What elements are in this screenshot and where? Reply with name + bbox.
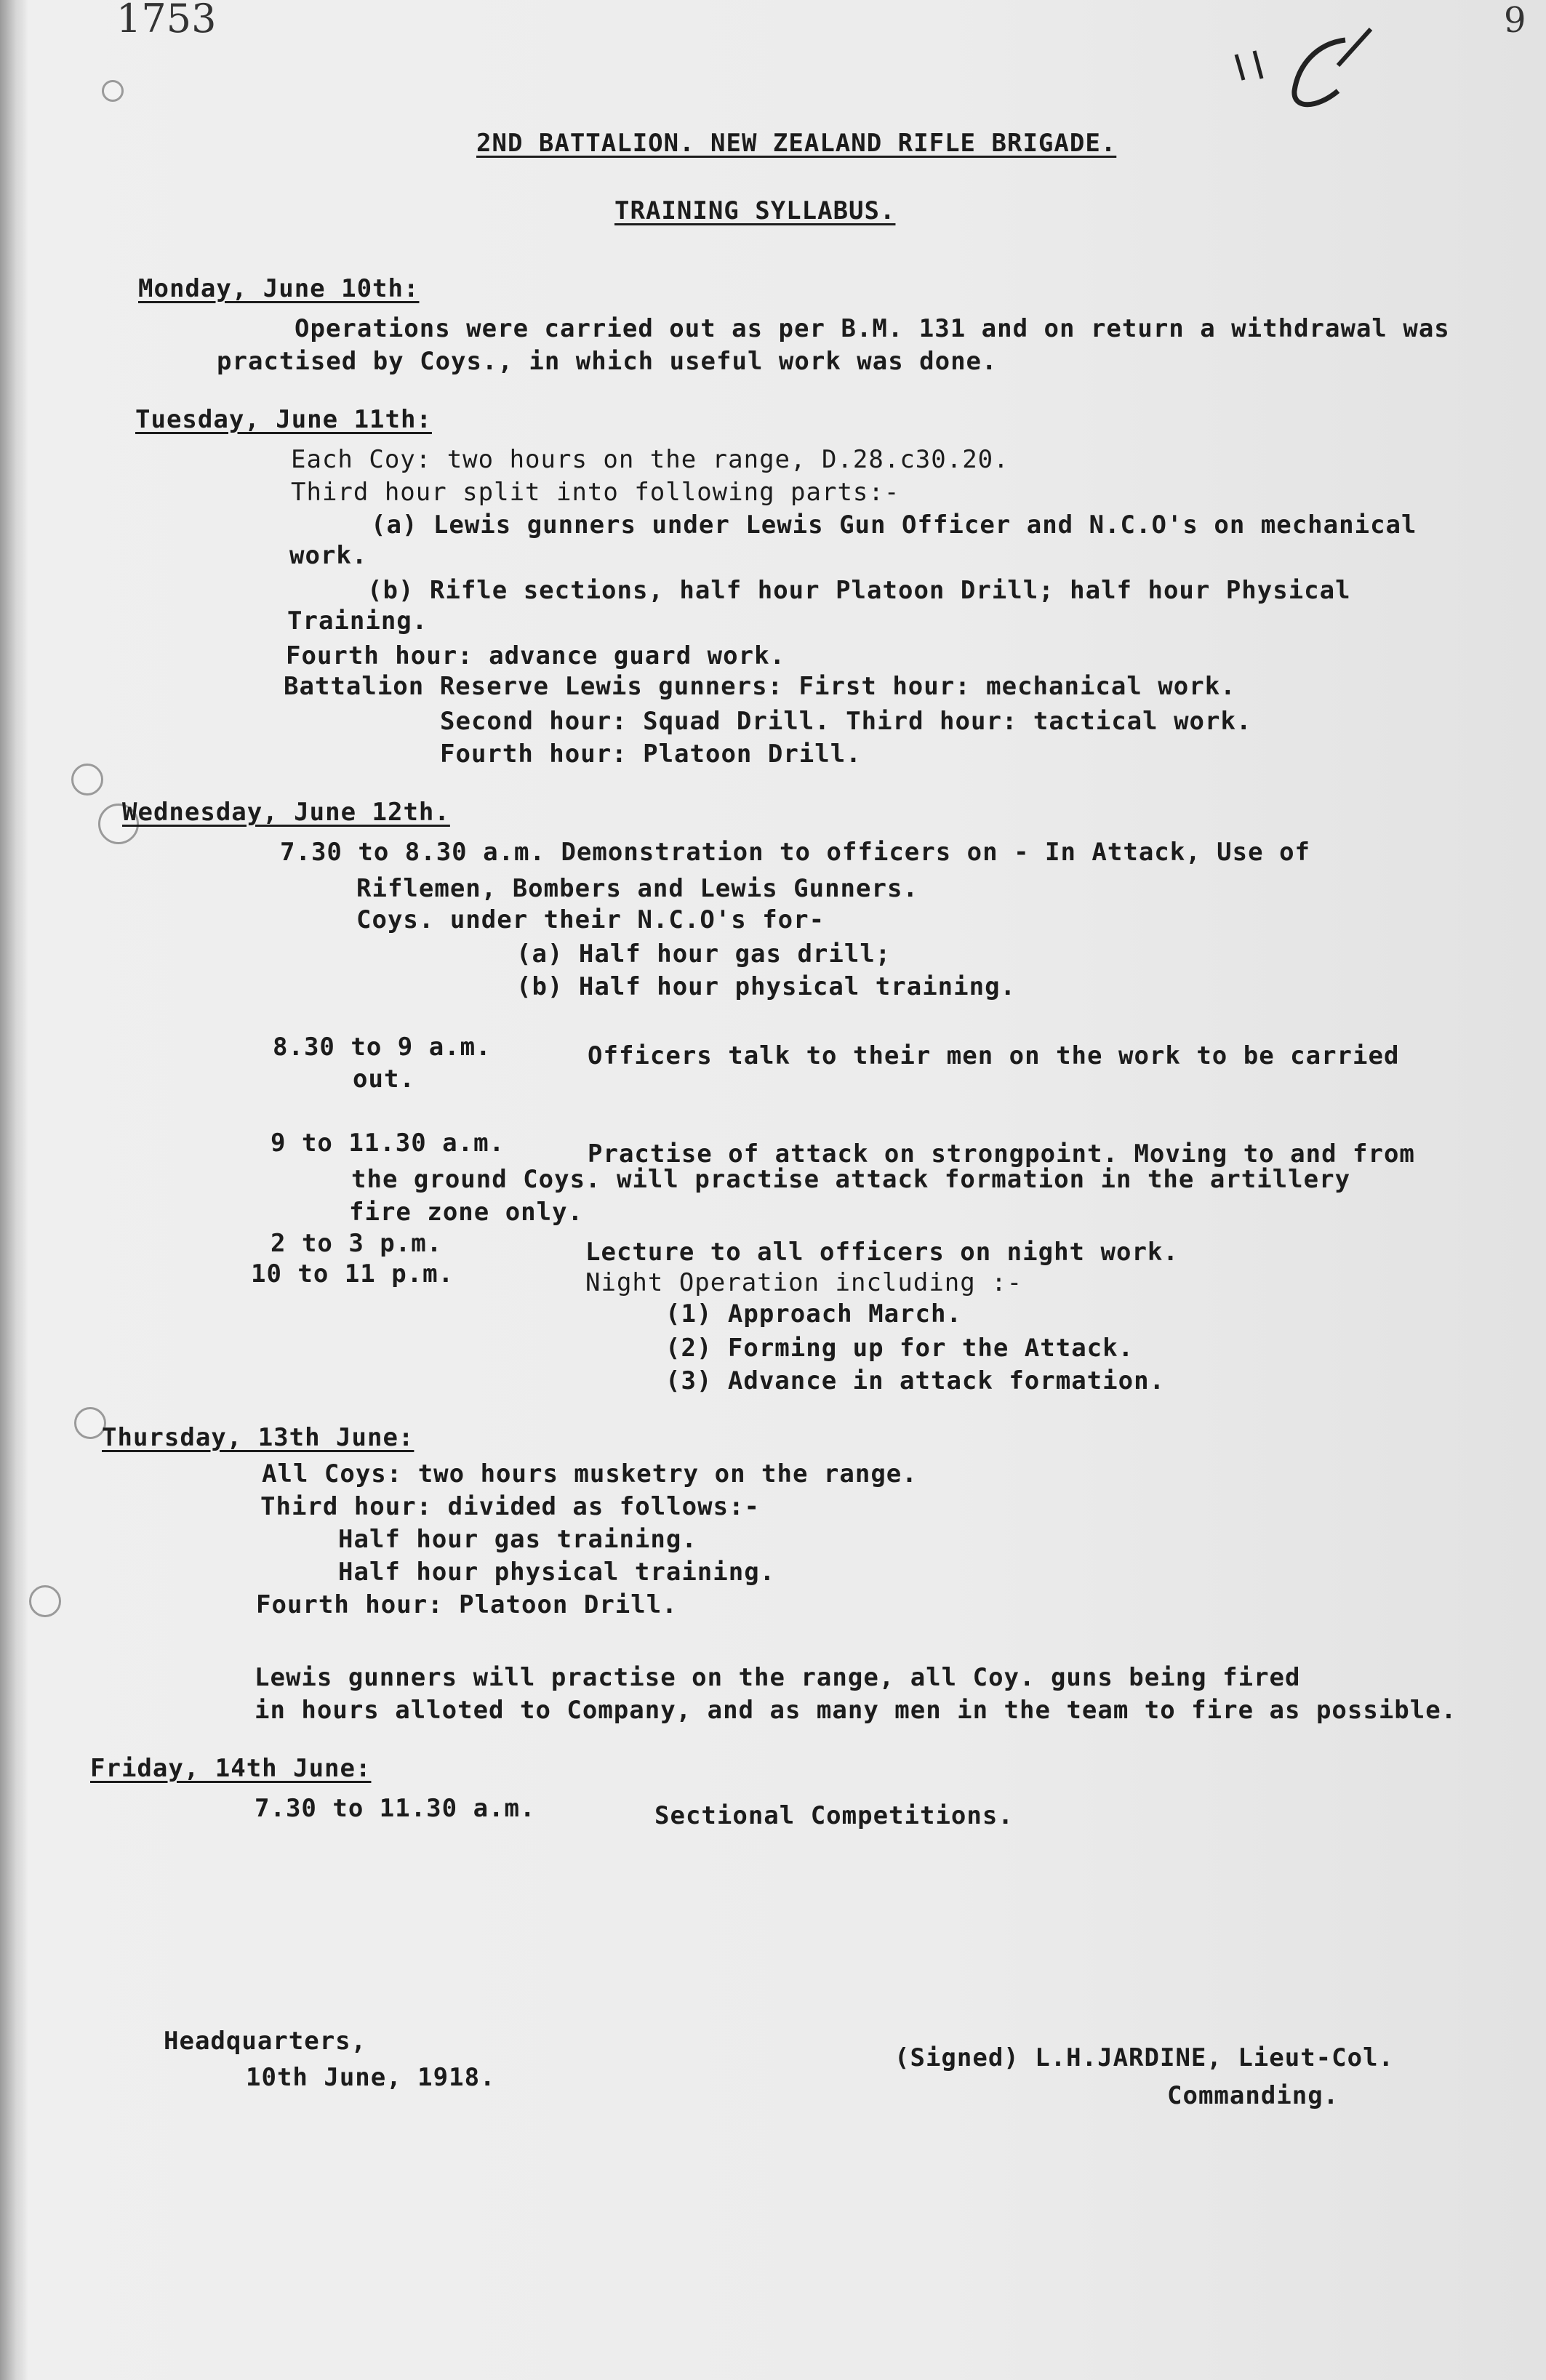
wednesday-heading: Wednesday, June 12th. bbox=[122, 798, 450, 827]
punch-hole-4 bbox=[29, 1585, 61, 1617]
wednesday-line: (3) Advance in attack formation. bbox=[665, 1366, 1166, 1395]
handwritten-mark bbox=[1229, 22, 1389, 127]
tuesday-line: Fourth hour: Platoon Drill. bbox=[440, 740, 862, 769]
unit-title: 2ND BATTALION. NEW ZEALAND RIFLE BRIGADE. bbox=[476, 129, 1117, 158]
tuesday-line: (b) Rifle sections, half hour Platoon Drill; half hour Physical bbox=[367, 576, 1351, 605]
thursday-line: Half hour gas training. bbox=[338, 1525, 697, 1554]
tuesday-line: Each Coy: two hours on the range, D.28.c30.20. bbox=[291, 445, 1009, 474]
tuesday-heading: Tuesday, June 11th: bbox=[135, 405, 432, 434]
wednesday-time: 2 to 3 p.m. bbox=[271, 1229, 443, 1258]
thursday-line: Lewis gunners will practise on the range, all Coy. guns being fired bbox=[255, 1663, 1301, 1692]
tuesday-line: (a) Lewis gunners under Lewis Gun Officer and N.C.O's on mechanical bbox=[371, 510, 1417, 540]
wednesday-time: 8.30 to 9 a.m. bbox=[273, 1033, 492, 1062]
wednesday-line: Lecture to all officers on night work. bbox=[585, 1238, 1179, 1267]
wednesday-time: 10 to 11 p.m. bbox=[251, 1259, 454, 1289]
friday-time: 7.30 to 11.30 a.m. bbox=[255, 1794, 536, 1823]
thursday-line: Fourth hour: Platoon Drill. bbox=[256, 1590, 678, 1619]
thursday-line: in hours alloted to Company, and as many men in the team to fire as possible. bbox=[255, 1696, 1457, 1725]
friday-line: Sectional Competitions. bbox=[654, 1801, 1014, 1830]
wednesday-line: (1) Approach March. bbox=[665, 1299, 962, 1329]
wednesday-line: (2) Forming up for the Attack. bbox=[665, 1334, 1134, 1363]
tuesday-line: Training. bbox=[287, 606, 428, 636]
friday-heading: Friday, 14th June: bbox=[90, 1754, 372, 1783]
tuesday-line: Second hour: Squad Drill. Third hour: tactical work. bbox=[440, 707, 1252, 736]
thursday-line: Half hour physical training. bbox=[338, 1558, 776, 1587]
tuesday-line: Battalion Reserve Lewis gunners: First hour: mechanical work. bbox=[284, 672, 1236, 701]
wednesday-line: Riflemen, Bombers and Lewis Gunners. bbox=[356, 874, 918, 903]
punch-hole-top bbox=[102, 80, 124, 102]
footer-date: 10th June, 1918. bbox=[246, 2063, 496, 2092]
tuesday-line: Third hour split into following parts:- bbox=[291, 478, 900, 507]
ref-number: 1753 bbox=[116, 0, 217, 41]
monday-line: Operations were carried out as per B.M. 131 and on return a withdrawal was bbox=[295, 314, 1450, 343]
thursday-heading: Thursday, 13th June: bbox=[102, 1423, 414, 1452]
wednesday-line: Coys. under their N.C.O's for- bbox=[356, 905, 825, 934]
wednesday-line: out. bbox=[353, 1065, 415, 1094]
signature-role: Commanding. bbox=[1167, 2081, 1339, 2110]
thursday-line: Third hour: divided as follows:- bbox=[260, 1492, 761, 1521]
monday-heading: Monday, June 10th: bbox=[138, 274, 420, 303]
page-number: 9 bbox=[1504, 0, 1526, 41]
wednesday-line: fire zone only. bbox=[349, 1198, 584, 1227]
wednesday-line: the ground Coys. will practise attack formation in the artillery bbox=[351, 1165, 1351, 1194]
footer-place: Headquarters, bbox=[164, 2027, 367, 2056]
wednesday-time: 9 to 11.30 a.m. bbox=[271, 1129, 505, 1158]
wednesday-line: 7.30 to 8.30 a.m. Demonstration to officers on - In Attack, Use of bbox=[280, 838, 1311, 867]
tuesday-line: Fourth hour: advance guard work. bbox=[286, 641, 786, 670]
syllabus-title: TRAINING SYLLABUS. bbox=[614, 196, 896, 225]
page-edge-shadow bbox=[0, 0, 28, 2380]
wednesday-line: Officers talk to their men on the work to be carried bbox=[588, 1041, 1400, 1070]
signature-line: (Signed) L.H.JARDINE, Lieut-Col. bbox=[894, 2043, 1395, 2072]
wednesday-line: Night Operation including :- bbox=[585, 1268, 1023, 1297]
thursday-line: All Coys: two hours musketry on the range. bbox=[262, 1459, 918, 1488]
punch-hole-1 bbox=[71, 764, 103, 796]
wednesday-line: (b) Half hour physical training. bbox=[516, 972, 1017, 1001]
wednesday-line: (a) Half hour gas drill; bbox=[516, 939, 892, 969]
tuesday-line: work. bbox=[289, 541, 368, 570]
wednesday-line: Practise of attack on strongpoint. Moving to and from bbox=[588, 1139, 1415, 1169]
monday-line: practised by Coys., in which useful work was done. bbox=[217, 347, 998, 376]
